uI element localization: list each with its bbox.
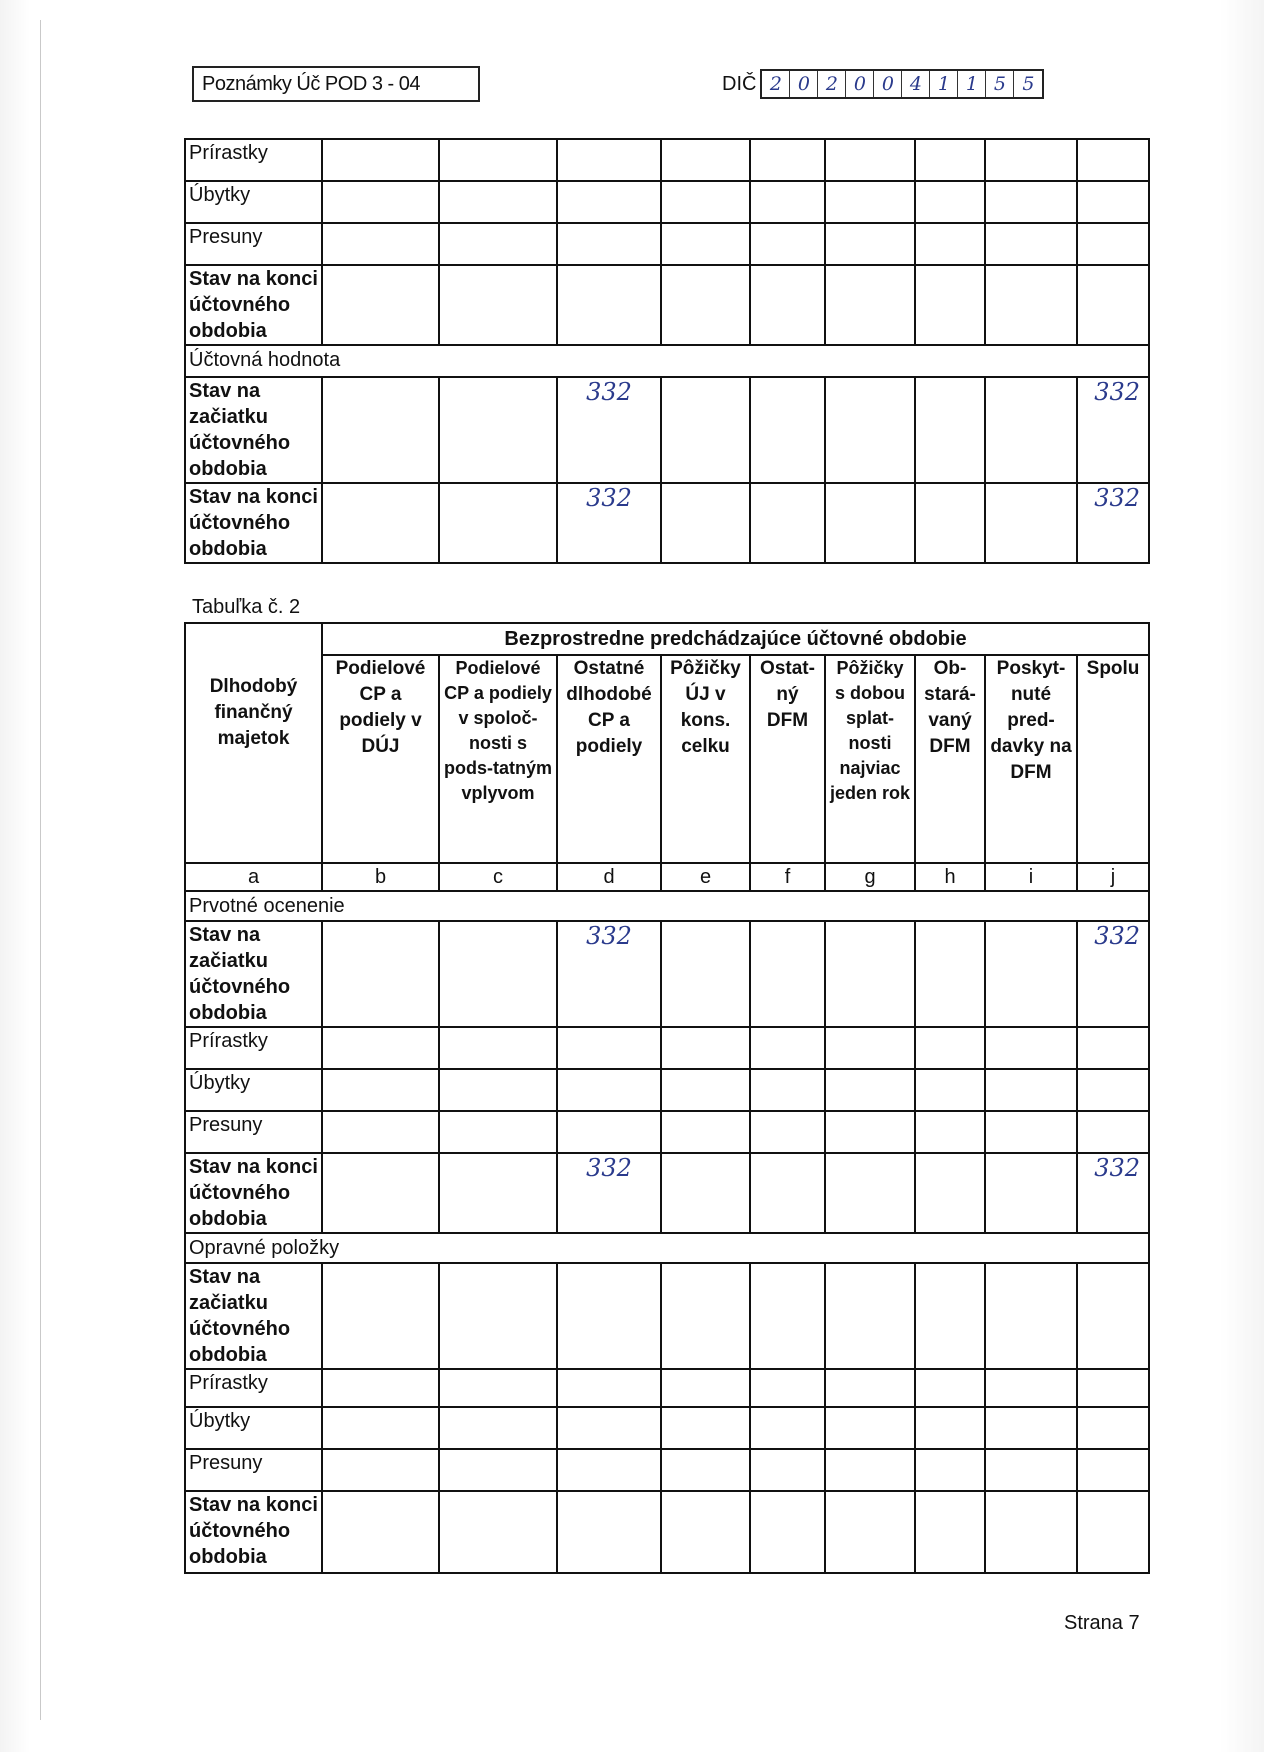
table-row — [185, 483, 1149, 563]
table-row — [185, 139, 1149, 181]
handwritten-value: 332 — [1077, 921, 1149, 1027]
dic-label: DIČ — [722, 72, 757, 95]
header-row — [185, 655, 1149, 863]
table-row — [185, 1369, 1149, 1407]
column-header-d: Ostatné dlhodobé CP a podiely — [557, 655, 661, 863]
form-label: Poznámky Úč POD 3 - 04 — [202, 73, 420, 95]
handwritten-value: 332 — [1077, 1153, 1149, 1233]
table-row — [185, 265, 1149, 345]
row-label: Prírastky — [185, 139, 322, 181]
column-letter: f — [750, 863, 825, 891]
table-row — [185, 1069, 1149, 1111]
row-label: Stav na konci účtovného obdobia — [185, 1491, 322, 1573]
section-row — [185, 1233, 1149, 1263]
row-label: Stav na začiatku účtovného obdobia — [185, 1263, 322, 1369]
handwritten-value: 332 — [557, 483, 661, 563]
row-label: Stav na konci účtovného obdobia — [185, 1153, 322, 1233]
letter-row — [185, 863, 1149, 891]
section-row — [185, 891, 1149, 921]
column-letter: c — [439, 863, 557, 891]
dic-digit-boxes — [760, 69, 1044, 99]
table-row — [185, 1111, 1149, 1153]
table-row — [185, 1027, 1149, 1069]
section-label: Prvotné ocenenie — [185, 891, 1149, 921]
table-row — [185, 223, 1149, 265]
table-row — [185, 181, 1149, 223]
handwritten-value: 332 — [557, 921, 661, 1027]
dic-digit: 4 — [902, 71, 930, 97]
column-letter: a — [185, 863, 322, 891]
column-header-b: Podielové CP a podiely v DÚJ — [322, 655, 439, 863]
table-row — [185, 1263, 1149, 1369]
table-row — [185, 377, 1149, 483]
table-caption: Tabuľka č. 2 — [192, 596, 301, 618]
column-header-g: Pôžičky s dobou splat-nosti najviac jeden rok — [825, 655, 915, 863]
form-label-box — [192, 66, 480, 102]
row-label: Prírastky — [185, 1027, 322, 1069]
column-header-f: Ostat-ný DFM — [750, 655, 825, 863]
handwritten-value: 332 — [557, 377, 661, 483]
column-header-a: Dlhodobý finančný majetok — [185, 623, 322, 863]
column-letter: i — [985, 863, 1077, 891]
column-header-e: Pôžičky ÚJ v kons. celku — [661, 655, 750, 863]
table-dfm — [184, 622, 1150, 1574]
table-row — [185, 1407, 1149, 1449]
column-header-i: Poskyt-nuté pred-davky na DFM — [985, 655, 1077, 863]
row-label: Stav na konci účtovného obdobia — [185, 483, 322, 563]
handwritten-value: 332 — [557, 1153, 661, 1233]
dic-digit: 1 — [958, 71, 986, 97]
column-letter: j — [1077, 863, 1149, 891]
table-row — [185, 921, 1149, 1027]
column-letter: h — [915, 863, 985, 891]
dic-digit: 0 — [874, 71, 902, 97]
row-label: Presuny — [185, 1111, 322, 1153]
section-row — [185, 345, 1149, 377]
header-row — [185, 623, 1149, 655]
column-letter: d — [557, 863, 661, 891]
column-letter: e — [661, 863, 750, 891]
row-label: Stav na začiatku účtovného obdobia — [185, 921, 322, 1027]
column-header-j: Spolu — [1077, 655, 1149, 863]
column-letter: g — [825, 863, 915, 891]
dic-digit: 5 — [1022, 73, 1035, 95]
row-label: Úbytky — [185, 1069, 322, 1111]
table-row — [185, 1449, 1149, 1491]
dic-digit: 2 — [818, 71, 846, 97]
column-letter: b — [322, 863, 439, 891]
row-label: Presuny — [185, 223, 322, 265]
row-label: Úbytky — [185, 1407, 322, 1449]
scan-edge-line — [40, 20, 41, 1720]
period-header: Bezprostredne predchádzajúce účtovné obdobie — [322, 623, 1149, 655]
table-row — [185, 1153, 1149, 1233]
dic-digit: 0 — [846, 71, 874, 97]
dic-field — [722, 66, 1044, 102]
table-row — [185, 1491, 1149, 1573]
row-label: Úbytky — [185, 181, 322, 223]
page-number: Strana 7 — [1064, 1612, 1140, 1634]
column-header-h: Ob-stará-vaný DFM — [915, 655, 985, 863]
handwritten-value: 332 — [1077, 377, 1149, 483]
row-label: Stav na konci účtovného obdobia — [185, 265, 322, 345]
table-continued — [184, 138, 1150, 564]
section-label: Opravné položky — [185, 1233, 1149, 1263]
column-header-c: Podielové CP a podiely v spoloč-nosti s pods-tatným vplyvom — [439, 655, 557, 863]
row-label: Prírastky — [185, 1369, 322, 1407]
row-label: Stav na začiatku účtovného obdobia — [185, 377, 322, 483]
handwritten-value: 332 — [1077, 483, 1149, 563]
section-label: Účtovná hodnota — [185, 345, 1149, 377]
dic-digit: 1 — [930, 71, 958, 97]
row-label: Presuny — [185, 1449, 322, 1491]
dic-digit: 2 — [762, 71, 790, 97]
dic-digit: 5 — [986, 71, 1014, 97]
dic-digit: 0 — [790, 71, 818, 97]
